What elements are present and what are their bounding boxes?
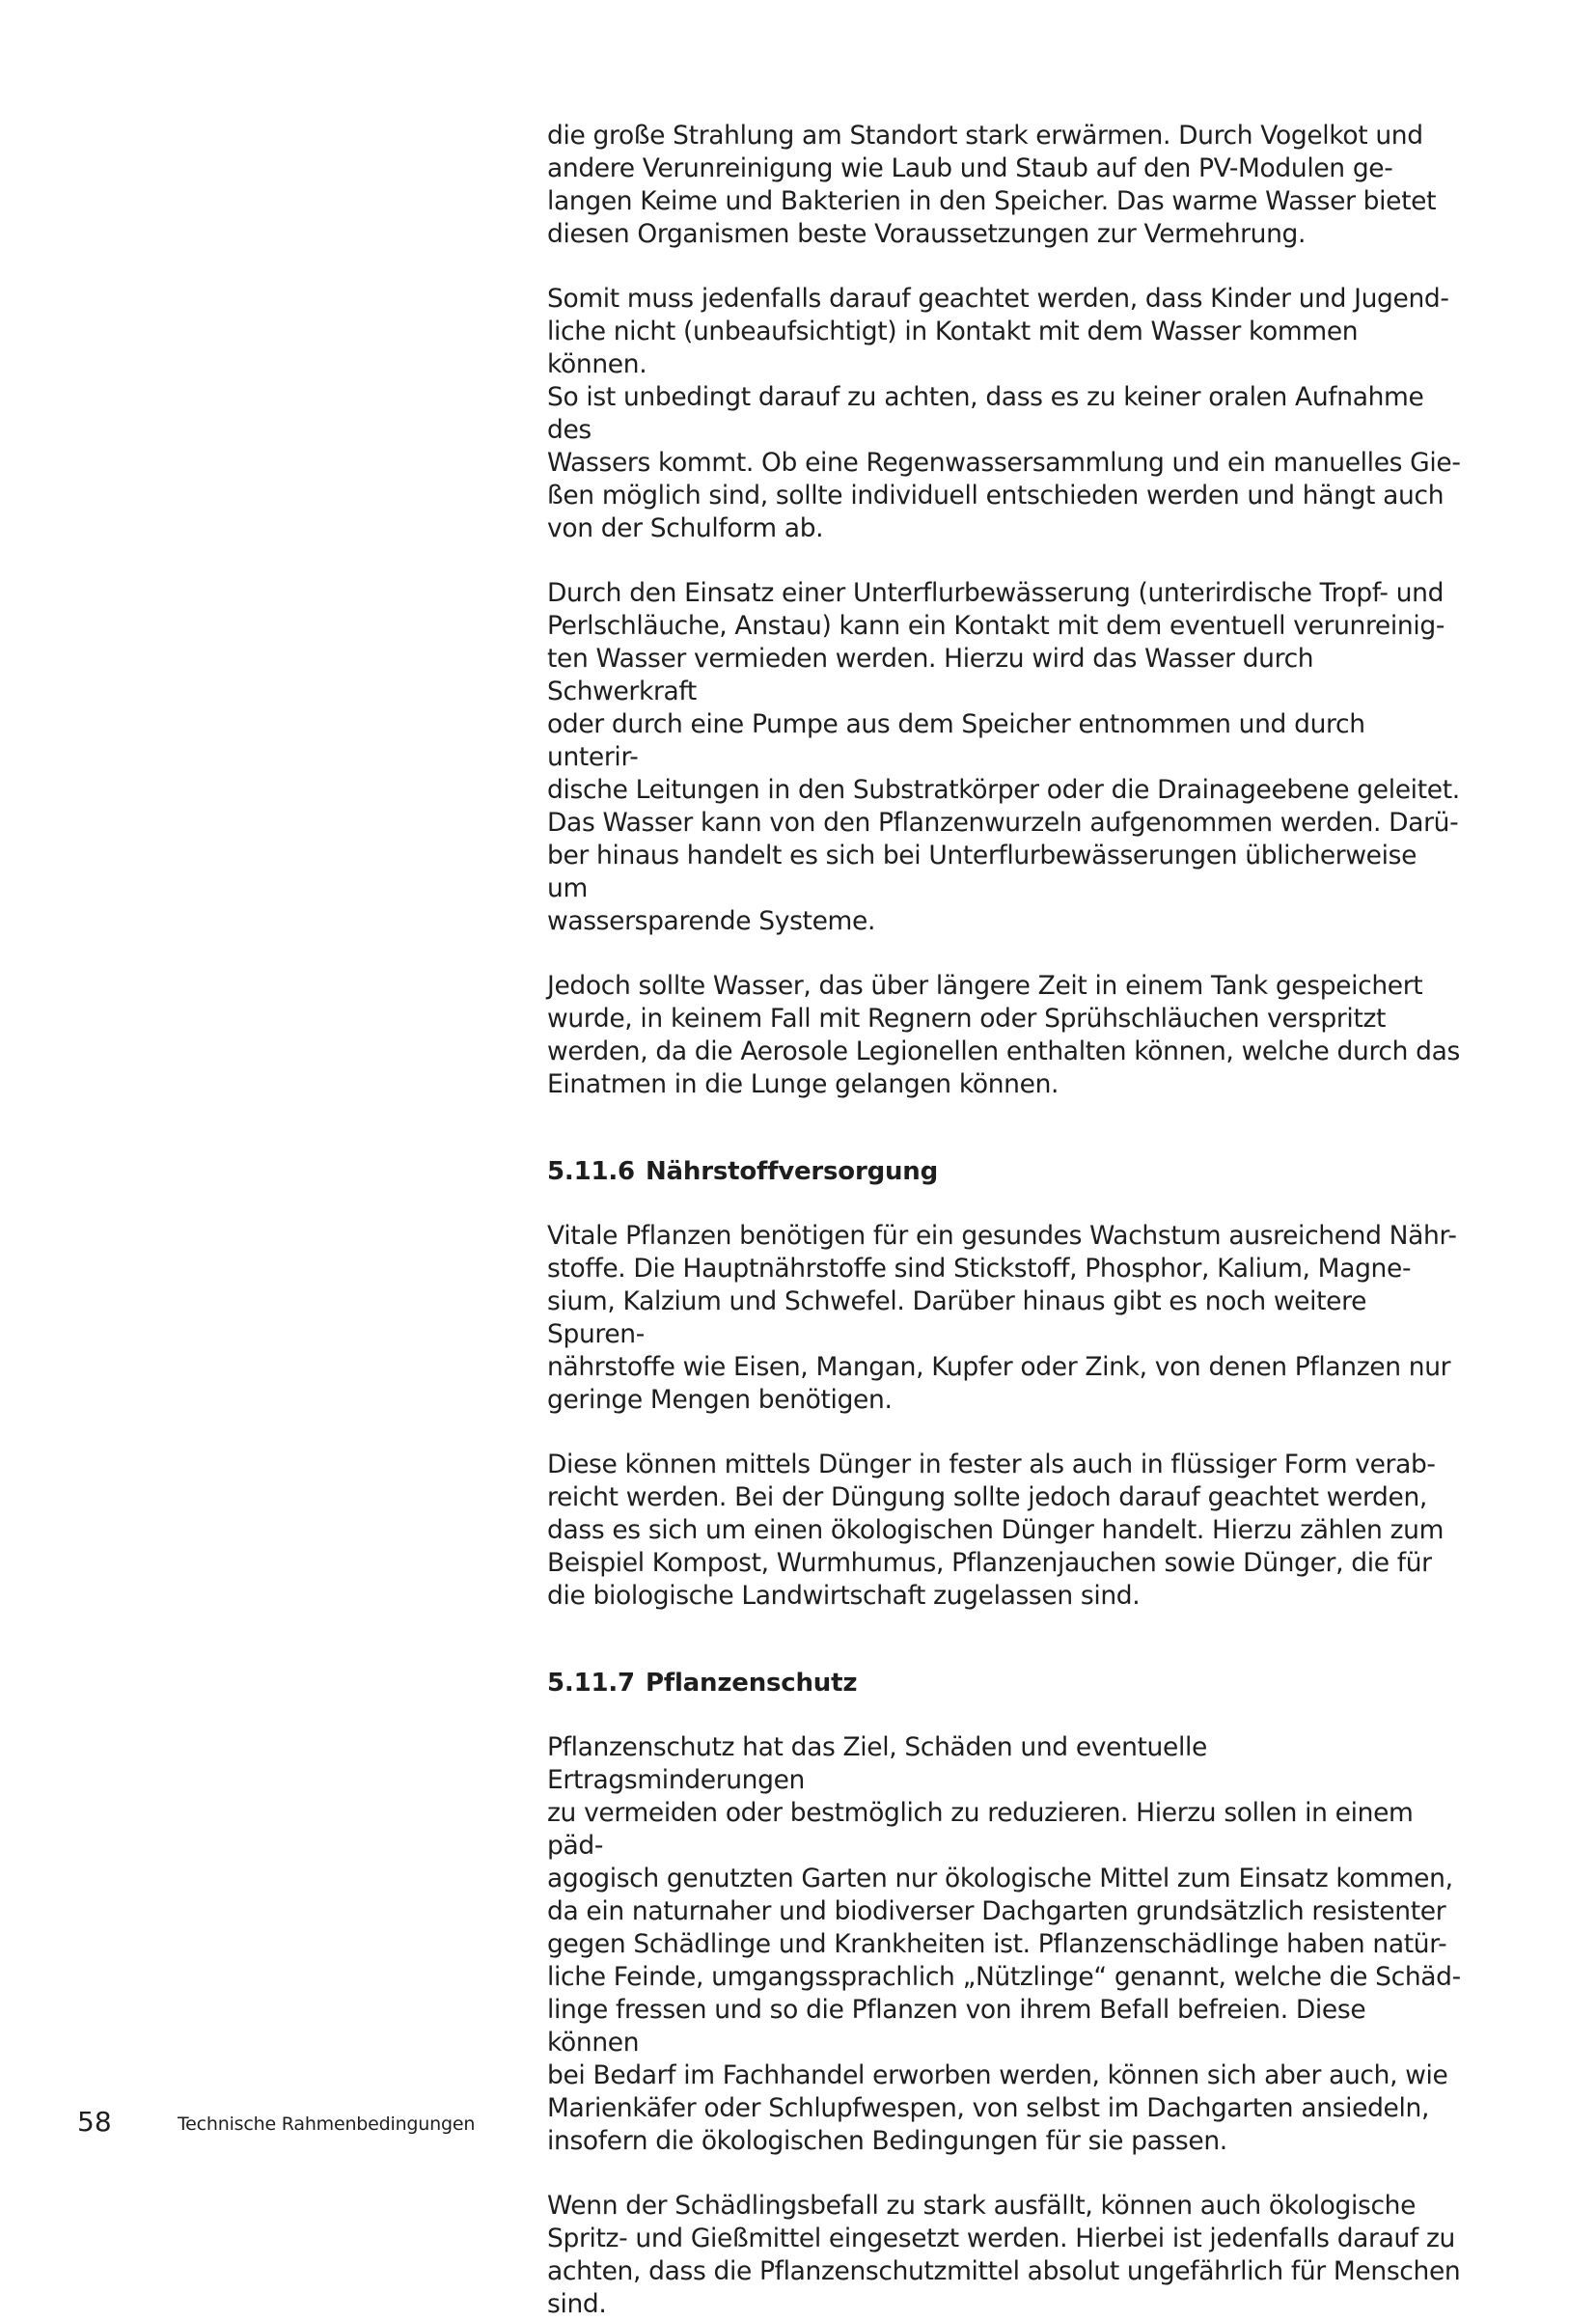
body-paragraph-plant-protection: Pflanzenschutz hat das Ziel, Schäden und eventuelle Ertragsminderungen zu vermeiden oder bestmöglich zu reduzieren. Hierzu sollen in einem päd- agogisch genutzten Garten nur ökologische Mittel zum Einsatz kommen, da ein naturnaher und biodiverser Dachgarten grundsätzlich resistenter gegen Schädlinge und Krankheiten ist. Pflanzenschädlinge haben natür- liche Feinde, umgangssprachlich „Nützlinge“ genannt, welche die Schäd- linge fressen und so die Pflanzen von ihrem Befall befreien. Diese können bei Bedarf im Fachhandel erworben werden, können sich aber auch, wie Marienkäfer oder Schlupfwespen, von selbst im Dachgarten ansiedeln, insofern die ökologischen Bedingungen für sie passen. [547, 1732, 1461, 2156]
paragraph-spacer [547, 1699, 1464, 1731]
body-paragraph-pesticides: Wenn der Schädlingsbefall zu stark ausfällt, können auch ökologische Spritz- und Gießmittel eingesetzt werden. Hierbei ist jedenfalls darauf zu achten, dass die Pflanzenschutzmittel absolut ungefährlich für Menschen sind. [547, 2191, 1461, 2319]
body-paragraph-fertilizer: Diese können mittels Dünger in fester als auch in flüssiger Form verab- reicht werden. Bei der Düngung sollte jedoch darauf geachtet werden, dass es sich um einen ökologischen Dünger handelt. Hierzu zählen zum Beispiel Kompost, Wurmhumus, Pflanzenjauchen sowie Dünger, die für die biologische Landwirtschaft zugelassen sind. [547, 1450, 1445, 1611]
body-paragraph-subsurface-irrigation: Durch den Einsatz einer Unterflurbewässerung (unterirdische Tropf- und Perlschläuche, Anstau) kann ein Kontakt mit dem eventuell verunreinig- ten Wasser vermieden werden. Hierzu wird das Wasser durch Schwerkraft oder durch eine Pumpe aus dem Speicher entnommen und durch unterir- dische Leitungen in den Substratkörper oder die Drainageebene geleitet. Das Wasser kann von den Pflanzenwurzeln aufgenommen werden. Darü- ber hinaus handelt es sich bei Unterflurbewässerungen üblicherweise um wassersparende Systeme. [547, 578, 1460, 936]
running-section-label: Technische Rahmenbedingungen [178, 2114, 476, 2135]
paragraph-spacer [547, 545, 1464, 577]
body-paragraph-children-safety: Somit muss jedenfalls darauf geachtet werden, dass Kinder und Jugend- liche nicht (unbeaufsichtigt) in Kontakt mit dem Wasser kommen können. So ist unbedingt darauf zu achten, dass es zu keiner oralen Aufnahme des Wassers kommt. Ob eine Regenwassersammlung und ein manuelles Gie- ßen möglich sind, sollte individuell entschieden werden und hängt auch von der Schulform ab. [547, 284, 1461, 543]
section-number: 5.11.7 [547, 1669, 635, 1698]
section-pflanzenschutz [547, 1667, 1464, 2321]
body-paragraph-nutrients: Vitale Pflanzen benötigen für ein gesundes Wachstum ausreichend Nähr- stoffe. Die Hauptnährstoffe sind Stickstoff, Phosphor, Kalium, Magne- sium, Kalzium und Schwefel. Darüber hinaus gibt es noch weitere Spuren- nährstoffe wie Eisen, Mangan, Kupfer oder Zink, von denen Pflanzen nur geringe Mengen benötigen. [547, 1221, 1457, 1415]
paragraph-spacer [547, 1417, 1464, 1449]
paragraph-spacer [547, 2158, 1464, 2190]
main-content [547, 120, 1464, 2321]
paragraph-spacer [547, 1188, 1464, 1220]
page-number: 58 [77, 2106, 112, 2138]
section-spacer [547, 1101, 1464, 1155]
section-number: 5.11.6 [547, 1157, 635, 1186]
section-naehrstoffversorgung [547, 1155, 1464, 1613]
body-paragraph-aerosols: Jedoch sollte Wasser, das über längere Zeit in einem Tank gespeichert wurde, in keinem Fall mit Regnern oder Sprühschläuchen verspritzt werden, da die Aerosole Legionellen enthalten können, welche durch das Einatmen in die Lunge gelangen können. [547, 971, 1460, 1099]
paragraph-spacer [547, 938, 1464, 970]
section-title: Nährstoffversorgung [646, 1157, 939, 1186]
body-paragraph-water-contamination: die große Strahlung am Standort stark erwärmen. Durch Vogelkot und andere Verunreinigung wie Laub und Staub auf den PV-Modulen ge- langen Keime und Bakterien in den Speicher. Das warme Wasser bietet diesen Organismen beste Voraussetzungen zur Vermehrung. [547, 121, 1437, 249]
paragraph-spacer [547, 251, 1464, 283]
section-heading [547, 1667, 1464, 1699]
section-spacer [547, 1613, 1464, 1667]
section-heading [547, 1155, 1464, 1188]
section-title: Pflanzenschutz [646, 1669, 858, 1698]
